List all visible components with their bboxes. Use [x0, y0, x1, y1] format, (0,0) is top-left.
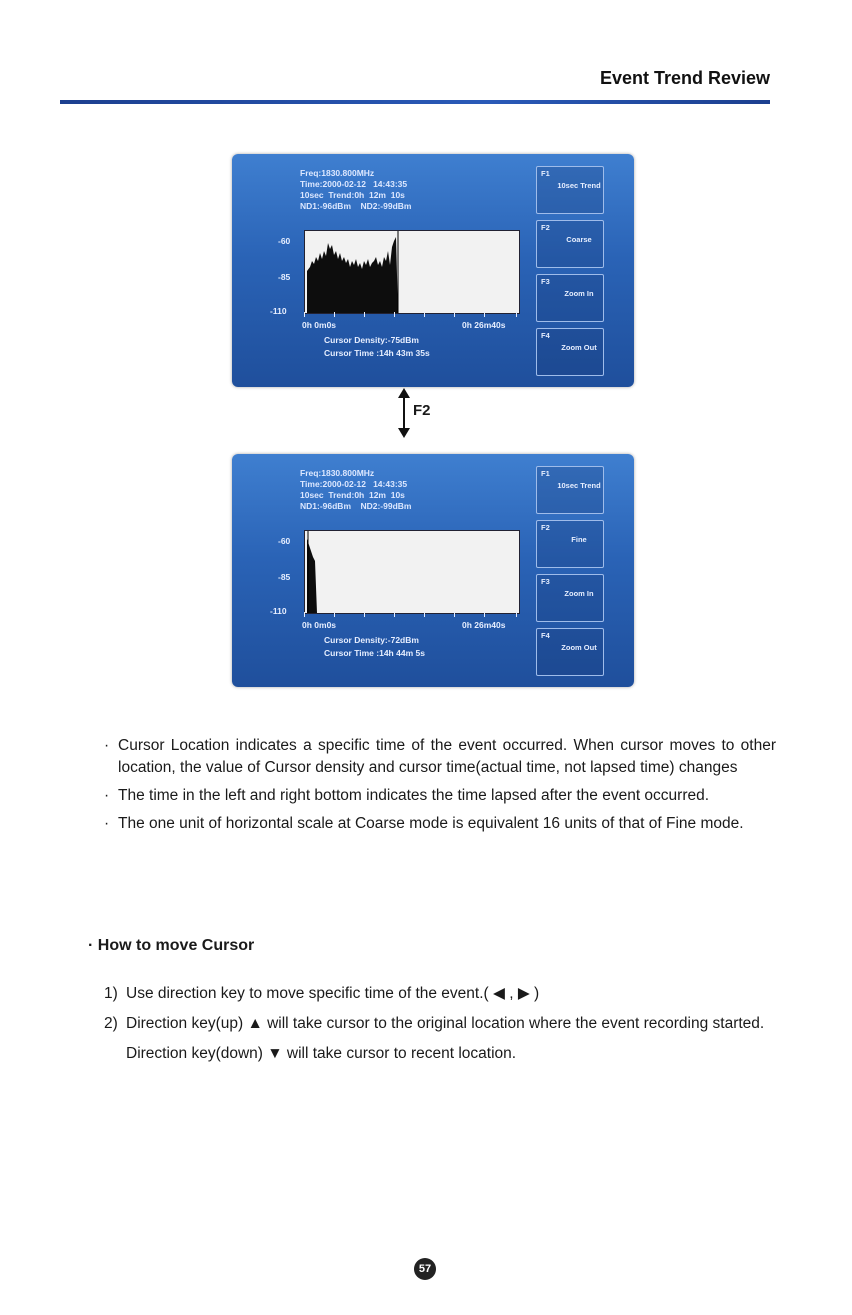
nd-readout: ND1:-96dBm ND2:-99dBm: [300, 201, 412, 211]
trend-plot[interactable]: [304, 530, 520, 614]
f4-button[interactable]: [536, 628, 604, 676]
steps-list: [104, 983, 776, 1073]
page-header-title: Event Trend Review: [599, 68, 770, 88]
f2-toggle-arrow: [395, 388, 455, 448]
explanation-bullets: [104, 735, 776, 841]
f4-key: F4: [541, 331, 550, 340]
step-item: [104, 983, 776, 1005]
trend-histogram: [305, 531, 519, 613]
f1-key: F1: [541, 469, 550, 478]
step-number: 2): [104, 1015, 118, 1032]
x-axis-ticks: [304, 612, 518, 618]
cursor-time: Cursor Time :14h 44m 5s: [324, 648, 425, 658]
bullet-dot: ·: [104, 787, 110, 804]
screen-info: [300, 168, 411, 212]
y-label-mid: -85: [278, 272, 291, 282]
device-screen-fine: [232, 454, 634, 687]
f1-button[interactable]: [536, 466, 604, 514]
f4-label: Zoom Out: [561, 343, 597, 352]
cursor-density: Cursor Density:-75dBm: [324, 335, 419, 345]
f1-button[interactable]: [536, 166, 604, 214]
bullet-text: The time in the left and right bottom indicates the time lapsed after the event occurred.: [118, 787, 710, 804]
y-label-bottom: -110: [270, 306, 287, 316]
f3-label: Zoom In: [564, 589, 594, 598]
nd-readout: ND1:-96dBm ND2:-99dBm: [300, 501, 412, 511]
cursor-time: Cursor Time :14h 43m 35s: [324, 348, 430, 358]
bullet-dot: ·: [104, 815, 110, 832]
f3-label: Zoom In: [564, 289, 594, 298]
bullet-text: Cursor Location indicates a specific time of the event occurred. When cursor moves to other location, the value of Cursor density and cursor time(actual time, not lapsed time) changes: [118, 737, 776, 776]
f2-label: Fine: [571, 535, 587, 544]
f2-button[interactable]: [536, 220, 604, 268]
bullet-item: [104, 813, 776, 835]
section-heading: · How to move Cursor: [88, 937, 255, 954]
f3-key: F3: [541, 277, 550, 286]
device-screen-coarse: [232, 154, 634, 387]
trend-readout: 10sec Trend:0h 12m 10s: [300, 490, 405, 500]
function-key-column: [536, 166, 604, 376]
x-label-right: 0h 26m40s: [462, 620, 506, 630]
y-label-mid: -85: [278, 572, 291, 582]
f4-key: F4: [541, 631, 550, 640]
time-readout: Time:2000-02-12 14:43:35: [300, 479, 408, 489]
x-label-left: 0h 0m0s: [302, 320, 337, 330]
step-item: [104, 1013, 776, 1065]
f3-button[interactable]: [536, 574, 604, 622]
y-label-top: -60: [278, 236, 291, 246]
x-axis-ticks: [304, 312, 518, 318]
page-number: 57: [414, 1258, 436, 1280]
f4-label: Zoom Out: [561, 643, 597, 652]
f3-button[interactable]: [536, 274, 604, 322]
f3-key: F3: [541, 577, 550, 586]
f1-key: F1: [541, 169, 550, 178]
time-readout: Time:2000-02-12 14:43:35: [300, 179, 408, 189]
step-extra-text: Direction key(down) ▼ will take cursor to recent location.: [126, 1045, 517, 1062]
step-text: Direction key(up) ▲ will take cursor to the original location where the event recording started.: [126, 1015, 765, 1032]
x-label-right: 0h 26m40s: [462, 320, 506, 330]
trend-plot[interactable]: [304, 230, 520, 314]
cursor-density: Cursor Density:-72dBm: [324, 635, 419, 645]
f4-button[interactable]: [536, 328, 604, 376]
f2-key: F2: [541, 223, 550, 232]
trend-readout: 10sec Trend:0h 12m 10s: [300, 190, 405, 200]
header-rule: [60, 100, 770, 104]
bullet-dot: ·: [104, 737, 110, 754]
bullet-item: [104, 785, 776, 807]
f1-label: 10sec Trend: [557, 481, 601, 490]
function-key-column: [536, 466, 604, 676]
f2-label: Coarse: [566, 235, 592, 244]
f2-key: F2: [541, 523, 550, 532]
f2-button[interactable]: [536, 520, 604, 568]
step-number: 1): [104, 985, 118, 1002]
trend-histogram: [305, 231, 519, 313]
y-label-bottom: -110: [270, 606, 287, 616]
step-text: Use direction key to move specific time of the event.( ◀ , ▶ ): [126, 985, 540, 1002]
screen-info: [300, 468, 411, 512]
f1-label: 10sec Trend: [557, 181, 601, 190]
bullet-text: The one unit of horizontal scale at Coarse mode is equivalent 16 units of that of Fine mode.: [118, 815, 744, 832]
freq-readout: Freq:1830.800MHz: [300, 168, 375, 178]
freq-readout: Freq:1830.800MHz: [300, 468, 375, 478]
x-label-left: 0h 0m0s: [302, 620, 337, 630]
arrow-down-icon: [398, 428, 410, 438]
bullet-item: [104, 735, 776, 779]
arrow-label: F2: [413, 402, 431, 419]
y-label-top: -60: [278, 536, 291, 546]
